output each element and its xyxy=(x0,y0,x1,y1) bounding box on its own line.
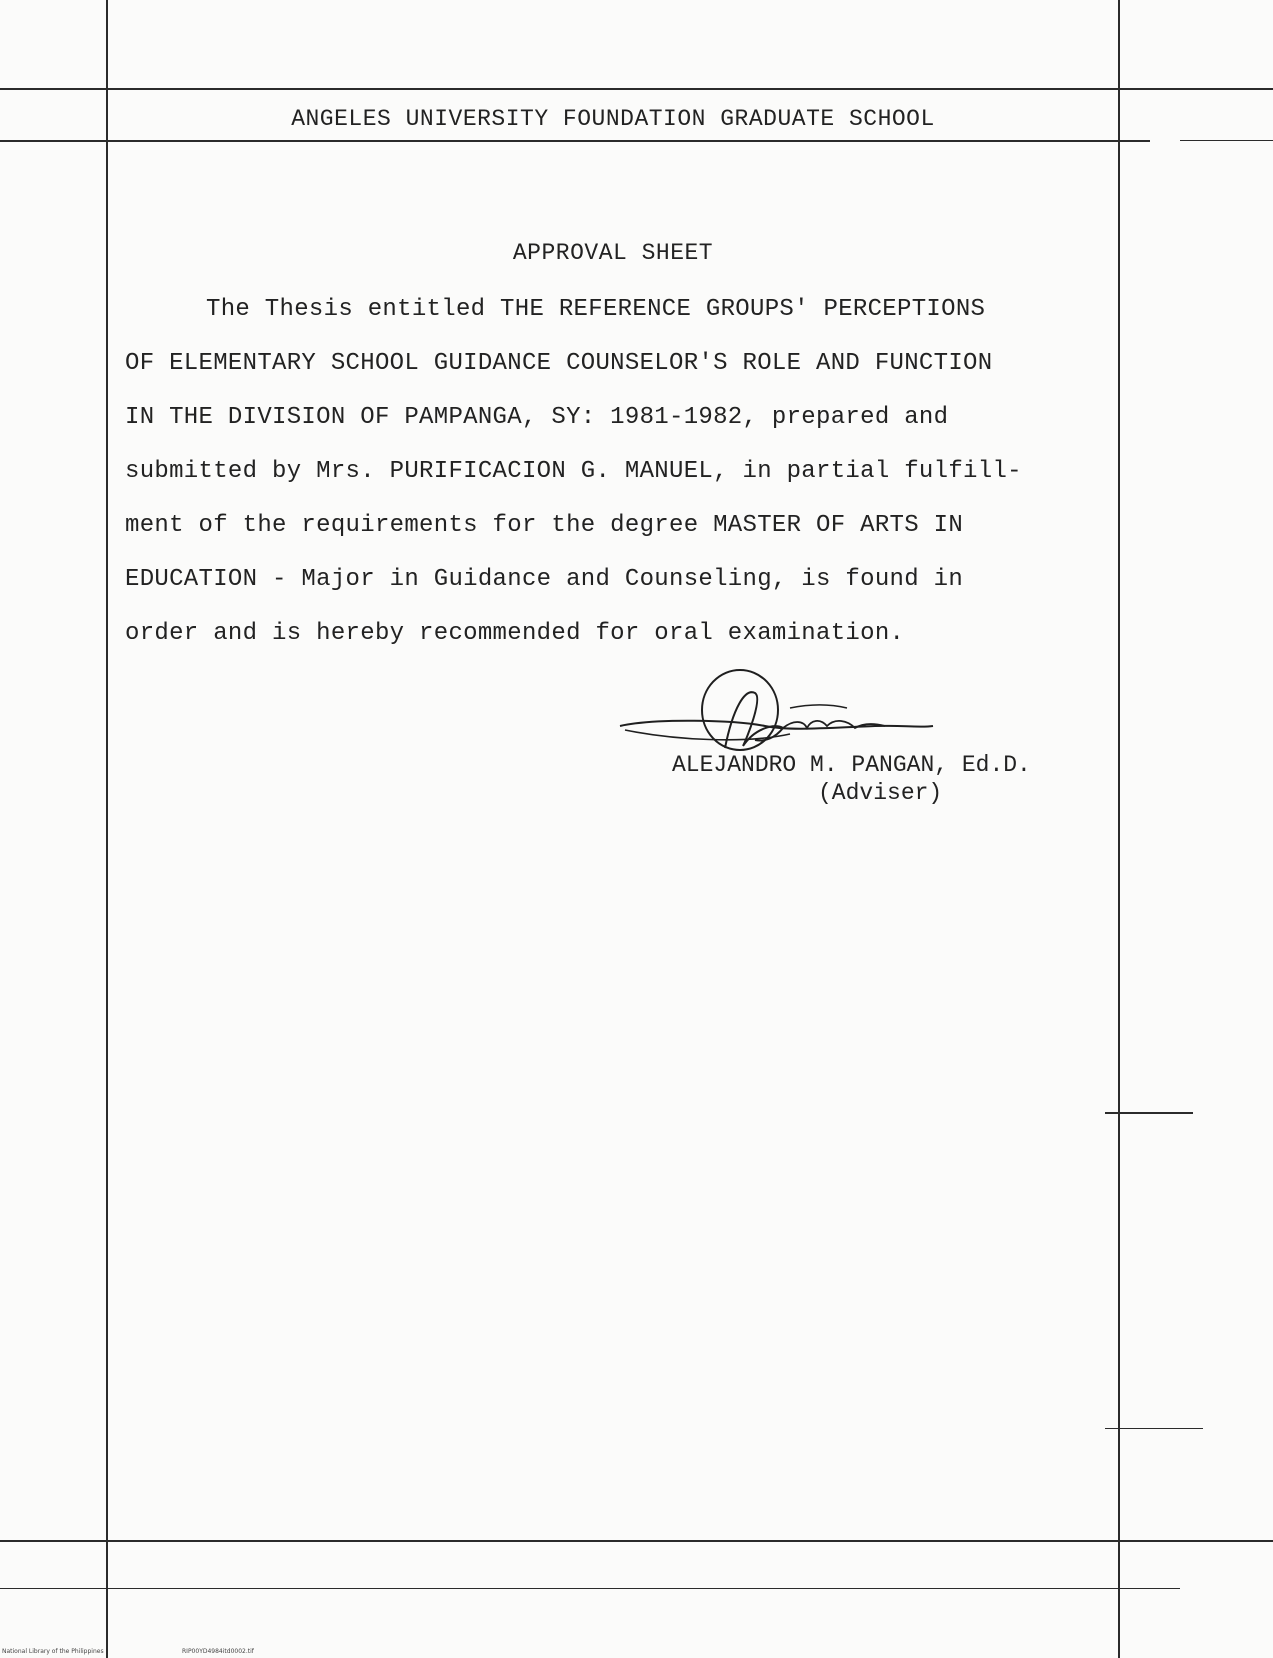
institution-header: ANGELES UNIVERSITY FOUNDATION GRADUATE SCHOOL xyxy=(291,106,935,132)
bottom-rule-2 xyxy=(0,1588,1180,1589)
body-line: submitted by Mrs. PURIFICACION G. MANUEL, in partial fulfill- xyxy=(125,458,1022,485)
body-line: EDUCATION - Major in Guidance and Counseling, is found in xyxy=(125,566,964,593)
bottom-rule xyxy=(0,1540,1273,1542)
footer-filename: RIP00YD4984itd0002.tif xyxy=(182,1648,254,1655)
body-line: OF ELEMENTARY SCHOOL GUIDANCE COUNSELOR'S ROLE AND FUNCTION xyxy=(125,350,993,377)
body-line: order and is hereby recommended for oral examination. xyxy=(125,620,905,647)
signer-name: ALEJANDRO M. PANGAN, Ed.D. xyxy=(672,752,1031,778)
page-title: APPROVAL SHEET xyxy=(512,240,714,266)
right-margin-rule xyxy=(1180,140,1273,141)
header-bottom-rule xyxy=(0,140,1150,142)
footer-credit: National Library of the Philippines xyxy=(2,1648,104,1655)
body-line: The Thesis entitled THE REFERENCE GROUPS' PERCEPTIONS xyxy=(206,296,986,323)
right-tick-2 xyxy=(1105,1428,1203,1429)
signer-role: (Adviser) xyxy=(818,780,943,806)
body-line: ment of the requirements for the degree MASTER OF ARTS IN xyxy=(125,512,964,539)
top-rule xyxy=(0,88,1273,90)
body-line: IN THE DIVISION OF PAMPANGA, SY: 1981-1982, prepared and xyxy=(125,404,949,431)
right-tick-1 xyxy=(1105,1112,1193,1114)
